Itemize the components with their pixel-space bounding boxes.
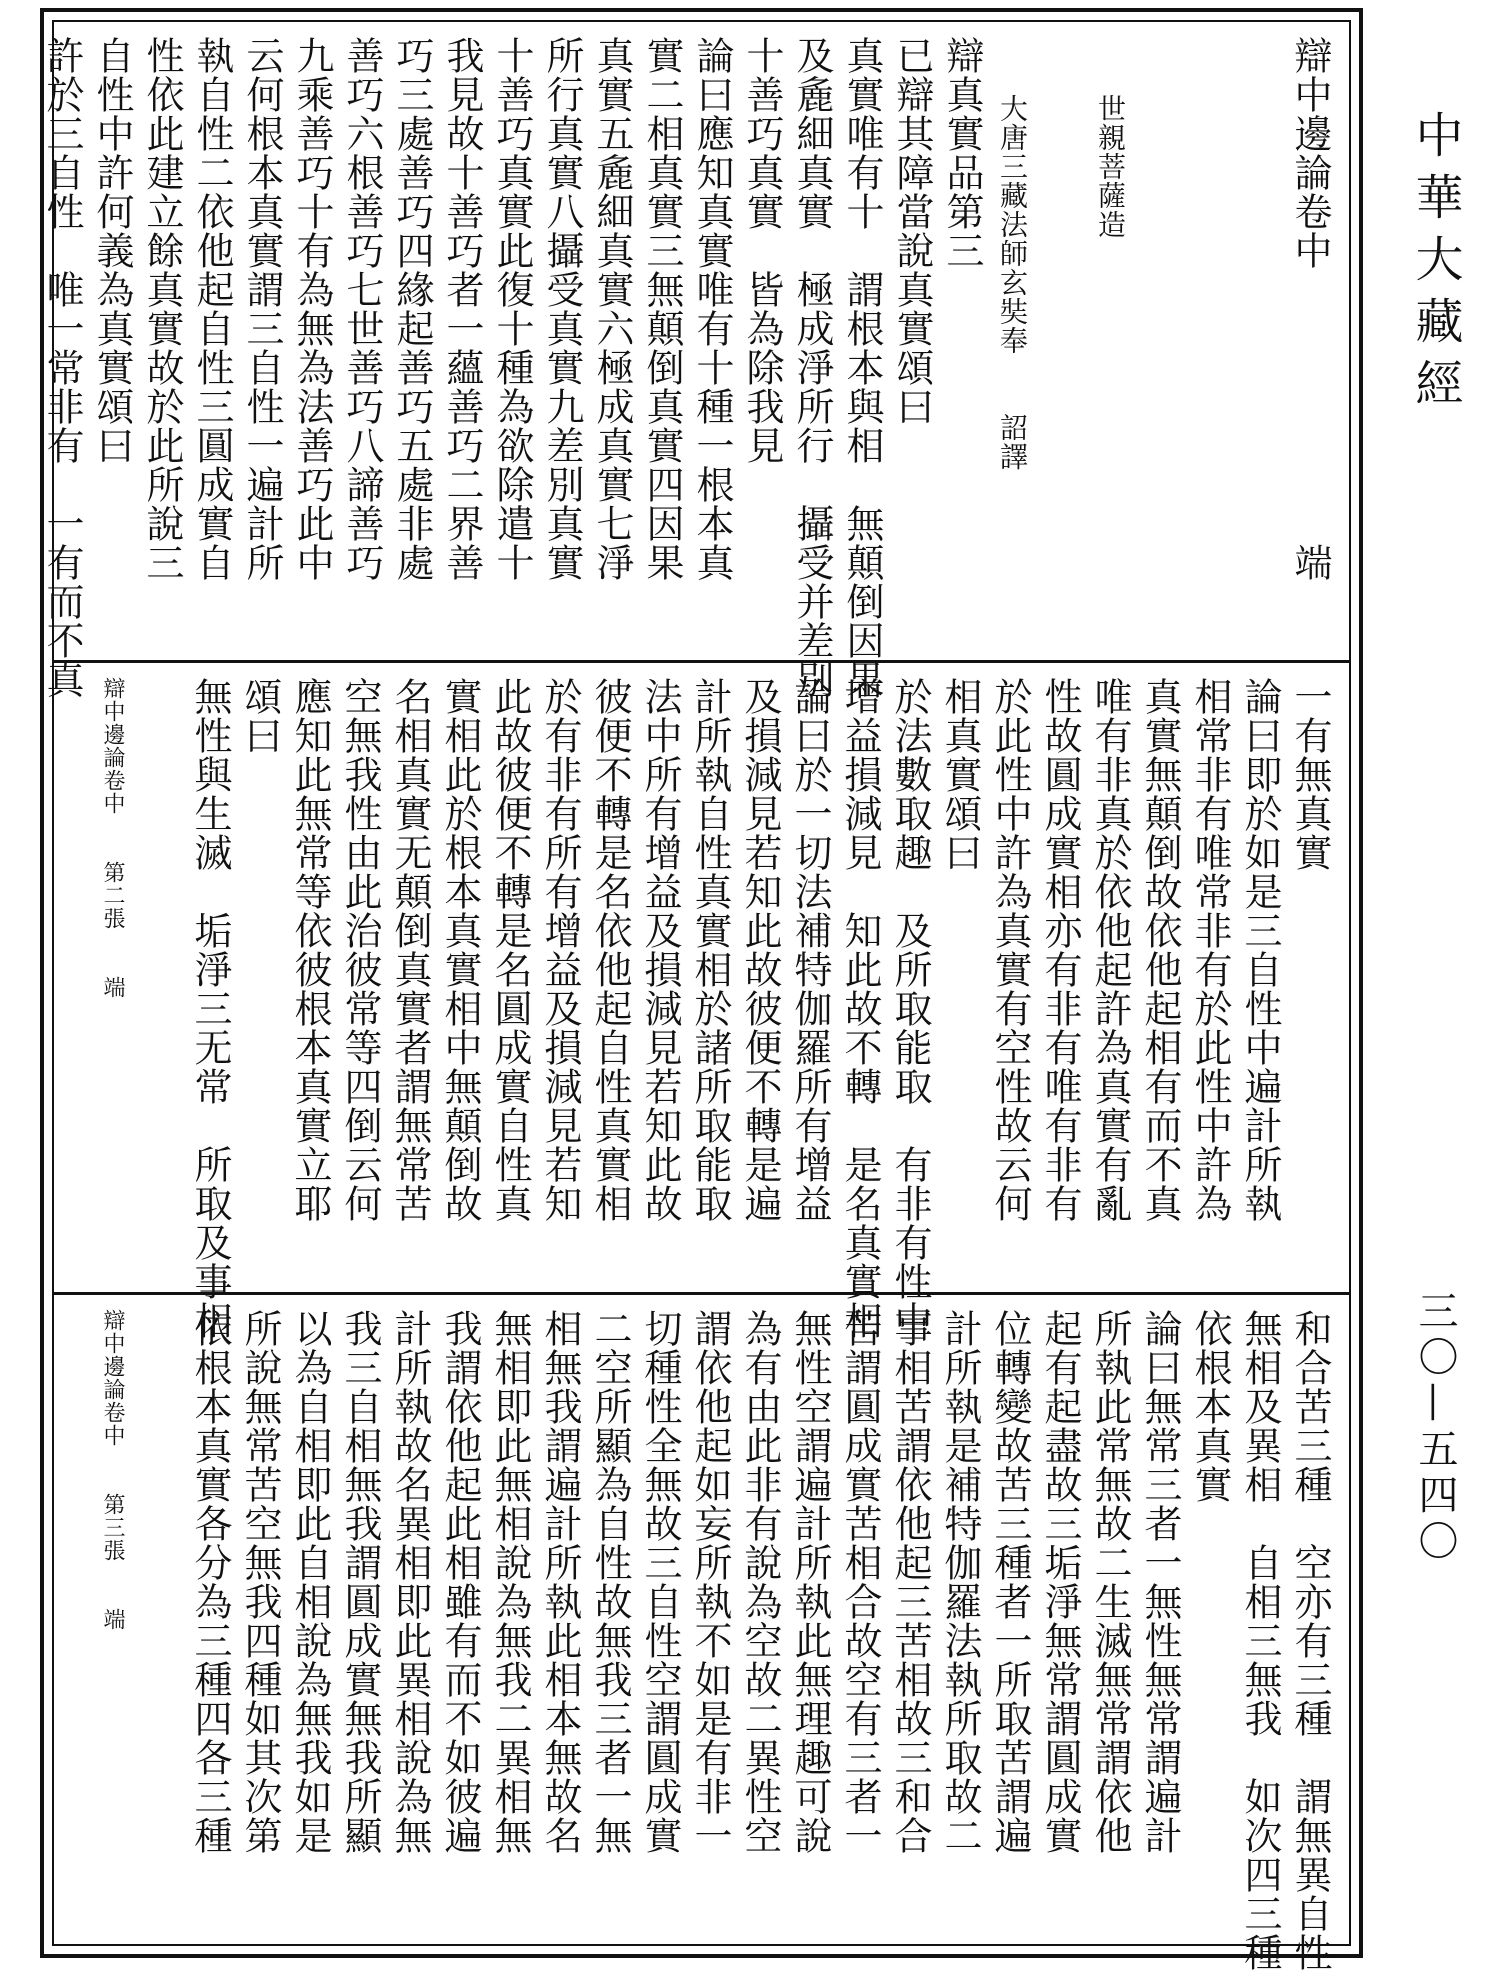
- collection-title: 中華大藏經: [1407, 110, 1463, 420]
- text-column: 彼便不轉是名依他起自性真實相: [588, 677, 632, 1223]
- text-column: 此故彼便不轉是名圓成實自性真: [488, 677, 532, 1223]
- text-column: 論曰即於如是三自性中遍計所執: [1238, 677, 1282, 1223]
- text-column: 謂依他起如妄所執不如是有非一: [688, 1309, 732, 1855]
- text-column: 及麁細真實 極成淨所行 攝受并差別: [790, 36, 834, 699]
- text-column: 所行真實八攝受真實九差別真實: [540, 36, 584, 582]
- text-column: 真實無顛倒故依他起相有而不真: [1138, 677, 1182, 1223]
- text-columns: [68, 677, 1335, 1340]
- panel-middle: [54, 663, 1349, 1340]
- text-column: 空無我性由此治彼常等四倒云何: [338, 677, 382, 1223]
- text-column: 十善巧真實 皆為除我見: [740, 36, 784, 465]
- text-columns: [68, 1309, 1335, 1972]
- text-column: 大唐三藏法師玄奘奉 詔譯: [996, 36, 1029, 471]
- text-column: 計所執自性真實相於諸所取能取: [688, 677, 732, 1223]
- text-column: 相真實頌曰: [938, 677, 982, 872]
- text-column: 於此性中許為真實有空性故云何: [988, 677, 1032, 1223]
- text-column: 論曰無常三者一無性無常謂遍計: [1138, 1309, 1182, 1855]
- text-column: 於法數取趣 及所取能取 有非有性中: [888, 677, 932, 1340]
- text-column: 切種性全無故三自性空謂圓成實: [638, 1309, 682, 1855]
- text-column: 無相及異相 自相三無我 如次四三種: [1238, 1309, 1282, 1972]
- text-column: 法中所有增益及損減見若知此故: [638, 677, 682, 1223]
- text-column: 善巧六根善巧七世善巧八諦善巧: [340, 36, 384, 582]
- text-column: 辯中邊論卷中 端: [1288, 36, 1332, 582]
- text-column: 依根本真實各分為三種四各三種: [188, 1309, 232, 1855]
- page-number: 三〇—五四〇: [1412, 1290, 1458, 1566]
- text-column: 論曰於一切法補特伽羅所有增益: [788, 677, 832, 1223]
- text-column: 九乘善巧十有為無為法善巧此中: [290, 36, 334, 582]
- text-columns: [40, 36, 1335, 699]
- text-column: 已辯其障當說真實頌曰: [890, 36, 934, 426]
- text-column: 實相此於根本真實相中無顛倒故: [438, 677, 482, 1223]
- text-column: 為有由此非有說為空故二異性空: [738, 1309, 782, 1855]
- text-column: 無性與生滅 垢淨三无常 所取及事相: [188, 677, 232, 1340]
- page-inner-border: [40, 20, 1351, 1972]
- text-column: 一有無真實: [1288, 677, 1332, 872]
- text-column: 許於三自性 唯一常非有 一有而不真: [40, 36, 84, 699]
- text-column: 性故圓成實相亦有非有唯有非有: [1038, 677, 1082, 1223]
- text-column: 起有起盡故三垢淨無常謂圓成實: [1038, 1309, 1082, 1855]
- text-column: 真實唯有十 謂根本與相 無顛倒因果: [840, 36, 884, 699]
- text-column: 無性空謂遍計所執此無理趣可說: [788, 1309, 832, 1855]
- text-column: 二空所顯為自性故無我三者一無: [588, 1309, 632, 1855]
- text-column: 真實五麁細真實六極成真實七淨: [590, 36, 634, 582]
- text-column: 性依此建立餘真實故於此所說三: [140, 36, 184, 582]
- text-column: 應知此無常等依彼根本真實立耶: [288, 677, 332, 1223]
- text-column: 於有非有所有增益及損減見若知: [538, 677, 582, 1223]
- page-footer-note: 辯中邊論卷中 第三張 端: [100, 1309, 125, 1631]
- page-footer-note: 辯中邊論卷中 第二張 端: [100, 677, 125, 999]
- text-column: 計所執故名異相即此異相說為無: [388, 1309, 432, 1855]
- text-column: 我謂依他起此相雖有而不如彼遍: [438, 1309, 482, 1855]
- text-column: 執自性二依他起自性三圓成實自: [190, 36, 234, 582]
- text-column: 辯真實品第三: [940, 36, 984, 270]
- page-frame: [40, 8, 1363, 1972]
- text-column: 計所執是補特伽羅法執所取故二: [938, 1309, 982, 1855]
- text-column: 世親菩薩造: [1094, 36, 1127, 239]
- text-column: 實二相真實三無顛倒真實四因果: [640, 36, 684, 582]
- panel-top: [40, 22, 1349, 699]
- text-column: 巧三處善巧四緣起善巧五處非處: [390, 36, 434, 582]
- text-column: 論曰應知真實唯有十種一根本真: [690, 36, 734, 582]
- text-column: 增益損減見 知此故不轉 是名真實相: [838, 677, 882, 1340]
- panel-bottom: [54, 1295, 1349, 1972]
- text-column: 及損減見若知此故彼便不轉是遍: [738, 677, 782, 1223]
- text-column: 我三自相無我謂圓成實無我所顯: [338, 1309, 382, 1855]
- text-column: 以為自相即此自相說為無我如是: [288, 1309, 332, 1855]
- text-column: 相無我謂遍計所執此相本無故名: [538, 1309, 582, 1855]
- text-column: 十善巧真實此復十種為欲除遣十: [490, 36, 534, 582]
- text-column: 我見故十善巧者一蘊善巧二界善: [440, 36, 484, 582]
- text-column: 位轉變故苦三種者一所取苦謂遍: [988, 1309, 1032, 1855]
- text-column: 頌曰: [238, 677, 282, 755]
- text-column: 無相即此無相說為無我二異相無: [488, 1309, 532, 1855]
- text-column: 自性中許何義為真實頌曰: [90, 36, 134, 465]
- text-column: 云何根本真實謂三自性一遍計所: [240, 36, 284, 582]
- text-column: 苦謂圓成實苦相合故空有三者一: [838, 1309, 882, 1855]
- text-column: 事相苦謂依他起三苦相故三和合: [888, 1309, 932, 1855]
- text-column: 名相真實无顛倒真實者謂無常苦: [388, 677, 432, 1223]
- text-column: 所執此常無故二生滅無常謂依他: [1088, 1309, 1132, 1855]
- text-column: 所說無常苦空無我四種如其次第: [238, 1309, 282, 1855]
- text-column: 依根本真實: [1188, 1309, 1232, 1504]
- text-column: 和合苦三種 空亦有三種 謂無異自性: [1288, 1309, 1332, 1972]
- text-column: 唯有非真於依他起許為真實有亂: [1088, 677, 1132, 1223]
- text-column: 相常非有唯常非有於此性中許為: [1188, 677, 1232, 1223]
